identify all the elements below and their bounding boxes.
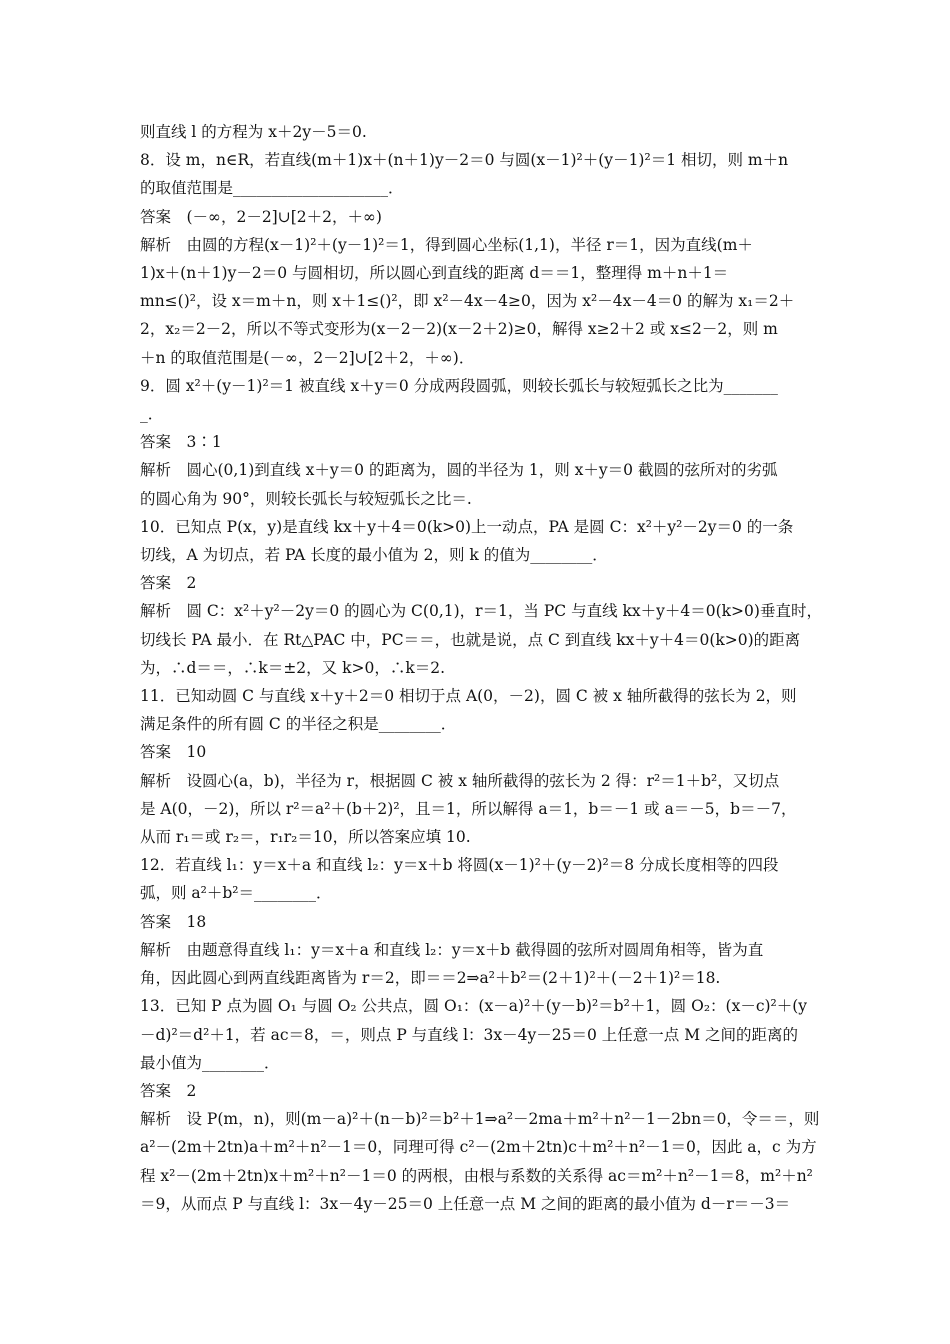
text-line: 答案 18 — [140, 912, 207, 931]
text-line: 9．圆 x²＋(y－1)²＝1 被直线 x＋y＝0 分成两段圆弧，则较长弧长与较短弧长之比为_______ — [140, 376, 778, 395]
text-line: 则直线 l 的方程为 x＋2y－5＝0. — [140, 123, 367, 141]
text-line: 程 x²－(2m＋2tn)x＋m²＋n²－1＝0 的两根，由根与系数的关系得 ac＝m²＋n²－1＝8，m²＋n² — [140, 1166, 813, 1185]
text-line: 满足条件的所有圆 C 的半径之积是________． — [140, 715, 457, 734]
text-line: 最小值为________． — [140, 1053, 280, 1072]
text-line: 10．已知点 P(x，y)是直线 kx＋y＋4＝0(k>0)上一动点，PA 是圆 C：x²＋y²－2y＝0 的一条 — [140, 517, 794, 536]
text-line: 解析 由圆的方程(x－1)²＋(y－1)²＝1，得到圆心坐标(1,1)，半径 r＝1，因为直线(m＋ — [140, 235, 753, 254]
text-line: 12．若直线 l₁：y＝x＋a 和直线 l₂：y＝x＋b 将圆(x－1)²＋(y－2)²＝8 分成长度相等的四段 — [140, 856, 779, 875]
text-line: 为，∴d＝＝，∴k＝±2，又 k>0，∴k＝2. — [140, 658, 446, 677]
text-line: 13．已知 P 点为圆 O₁ 与圆 O₂ 公共点，圆 O₁：(x－a)²＋(y－b)²＝b²＋1，圆 O₂：(x－c)²＋(y — [140, 997, 808, 1016]
text-line: 角，因此圆心到两直线距离皆为 r＝2，即＝＝2⇒a²＋b²＝(2＋1)²＋(－2＋1)²＝18. — [140, 969, 721, 988]
text-line: ＋n 的取值范围是(－∞，2－2]∪[2＋2，＋∞)． — [140, 348, 475, 367]
text-line: 答案 2 — [140, 1081, 197, 1100]
text-line: 解析 圆 C：x²＋y²－2y＝0 的圆心为 C(0,1)，r＝1，当 PC 与直线 kx＋y＋4＝0(k>0)垂直时， — [140, 602, 822, 621]
text-line: 解析 设 P(m，n)，则(m－a)²＋(n－b)²＝b²＋1⇒a²－2ma＋m²＋n²－1－2bn＝0，令＝＝，则 — [140, 1110, 820, 1129]
text-line: 8．设 m，n∈R，若直线(m＋1)x＋(n＋1)y－2＝0 与圆(x－1)²＋(y－1)²＝1 相切，则 m＋n — [140, 151, 789, 170]
text-line: 解析 圆心(0,1)到直线 x＋y＝0 的距离为，圆的半径为 1，则 x＋y＝0 截圆的弦所对的劣弧 — [140, 461, 778, 480]
text-line: 是 A(0，－2)，所以 r²＝a²＋(b＋2)²，且＝1，所以解得 a＝1，b＝－1 或 a＝－5，b＝－7， — [140, 799, 797, 818]
text-line: 的圆心角为 90°，则较长弧长与较短弧长之比＝. — [140, 489, 472, 508]
text-line: 解析 设圆心(a，b)，半径为 r，根据圆 C 被 x 轴所截得的弦长为 2 得：r²＝1＋b²，又切点 — [140, 771, 780, 790]
text-line: 切线长 PA 最小．在 Rt△PAC 中，PC＝＝，也就是说，点 C 到直线 kx＋y＋4＝0(k>0)的距离 — [140, 630, 801, 649]
document-body — [140, 118, 820, 1218]
text-line: 的取值范围是____________________． — [140, 179, 404, 198]
text-line: 11．已知动圆 C 与直线 x＋y＋2＝0 相切于点 A(0，－2)，圆 C 被 x 轴所截得的弦长为 2，则 — [140, 687, 797, 706]
text-line: 答案 10 — [140, 743, 207, 762]
text-line: a²－(2m＋2tn)a＋m²＋n²－1＝0，同理可得 c²－(2m＋2tn)c＋m²＋n²－1＝0，因此 a，c 为方 — [140, 1138, 817, 1157]
text-line: ＝9，从而点 P 与直线 l：3x－4y－25＝0 上任意一点 M 之间的距离的最小值为 d－r＝－3＝ — [140, 1194, 791, 1213]
text-line: 切线，A 为切点，若 PA 长度的最小值为 2，则 k 的值为________． — [140, 546, 608, 565]
text-line: 弧，则 a²＋b²＝________． — [140, 884, 332, 903]
text-line: －d)²＝d²＋1，若 ac＝8，＝，则点 P 与直线 l：3x－4y－25＝0 上任意一点 M 之间的距离的 — [140, 1025, 799, 1044]
text-line: 答案 3∶1 — [140, 433, 222, 452]
text-line: 从而 r₁＝或 r₂＝，r₁r₂＝10，所以答案应填 10. — [140, 828, 471, 847]
text-line: 2，x₂＝2－2，所以不等式变形为(x－2－2)(x－2＋2)≥0，解得 x≥2＋2 或 x≤2－2，则 m — [140, 320, 778, 339]
text-line: mn≤()²，设 x＝m＋n，则 x＋1≤()²，即 x²－4x－4≥0，因为 x²－4x－4＝0 的解为 x₁＝2＋ — [140, 292, 795, 311]
text-line: 1)x＋(n＋1)y－2＝0 与圆相切，所以圆心到直线的距离 d＝＝1，整理得 m＋n＋1＝ — [140, 264, 729, 283]
text-line: 解析 由题意得直线 l₁：y＝x＋a 和直线 l₂：y＝x＋b 截得圆的弦所对圆周角相等，皆为直 — [140, 940, 764, 959]
text-line: _． — [140, 405, 164, 424]
text-line: 答案 2 — [140, 574, 197, 593]
text-line: 答案 (－∞，2－2]∪[2＋2，＋∞) — [140, 207, 382, 226]
